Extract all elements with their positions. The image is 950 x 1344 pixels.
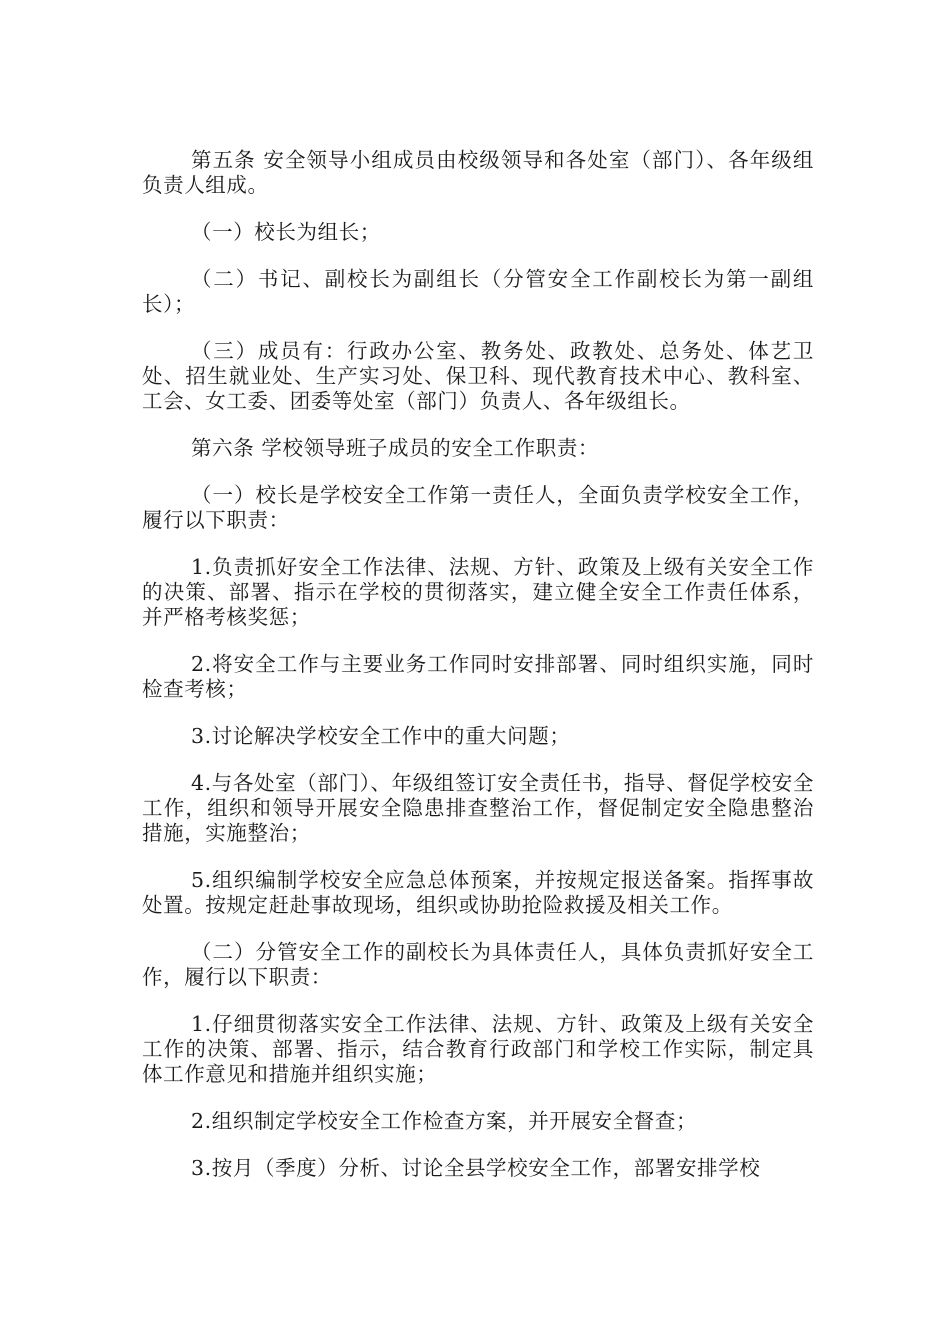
article-5-heading: 第五条 安全领导小组成员由校级领导和各处室（部门）、各年级组负责人组成。	[142, 148, 814, 197]
article-5-item-2: （二）书记、副校长为副组长（分管安全工作副校长为第一副组长）；	[142, 267, 814, 316]
section-1-duty-2: 2.将安全工作与主要业务工作同时安排部署、同时组织实施，同时检查考核；	[142, 652, 814, 701]
section-1-duty-4: 4.与各处室（部门）、年级组签订安全责任书，指导、督促学校安全工作，组织和领导开展安全隐患排查整治工作，督促制定安全隐患整治措施，实施整治；	[142, 771, 814, 845]
article-5-item-3: （三）成员有：行政办公室、教务处、政教处、总务处、体艺卫处、招生就业处、生产实习处、保卫科、现代教育技术中心、教科室、工会、女工委、团委等处室（部门）负责人、各年级组长。	[142, 339, 814, 413]
section-1-duty-3: 3.讨论解决学校安全工作中的重大问题；	[191, 724, 571, 748]
section-1-duty-5: 5.组织编制学校安全应急总体预案，并按规定报送备案。指挥事故处置。按规定赶赴事故现场，组织或协助抢险救援及相关工作。	[142, 868, 814, 917]
section-1-duty-1: 1.负责抓好安全工作法律、法规、方针、政策及上级有关安全工作的决策、部署、指示在学校的贯彻落实，建立健全安全工作责任体系，并严格考核奖惩；	[142, 555, 814, 629]
article-6-section-2: （二）分管安全工作的副校长为具体责任人，具体负责抓好安全工作，履行以下职责：	[142, 940, 814, 989]
article-5-item-1: （一）校长为组长；	[191, 220, 381, 244]
section-2-duty-3: 3.按月（季度）分析、讨论全县学校安全工作，部署安排学校	[191, 1156, 761, 1180]
section-2-duty-2: 2.组织制定学校安全工作检查方案，并开展安全督查；	[191, 1109, 698, 1133]
document-body	[142, 148, 814, 1203]
section-2-duty-1: 1.仔细贯彻落实安全工作法律、法规、方针、政策及上级有关安全工作的决策、部署、指示，结合教育行政部门和学校工作实际，制定具体工作意见和措施并组织实施；	[142, 1012, 814, 1086]
article-6-section-1: （一）校长是学校安全工作第一责任人，全面负责学校安全工作，履行以下职责：	[142, 483, 814, 532]
article-6-heading: 第六条 学校领导班子成员的安全工作职责：	[191, 436, 600, 460]
